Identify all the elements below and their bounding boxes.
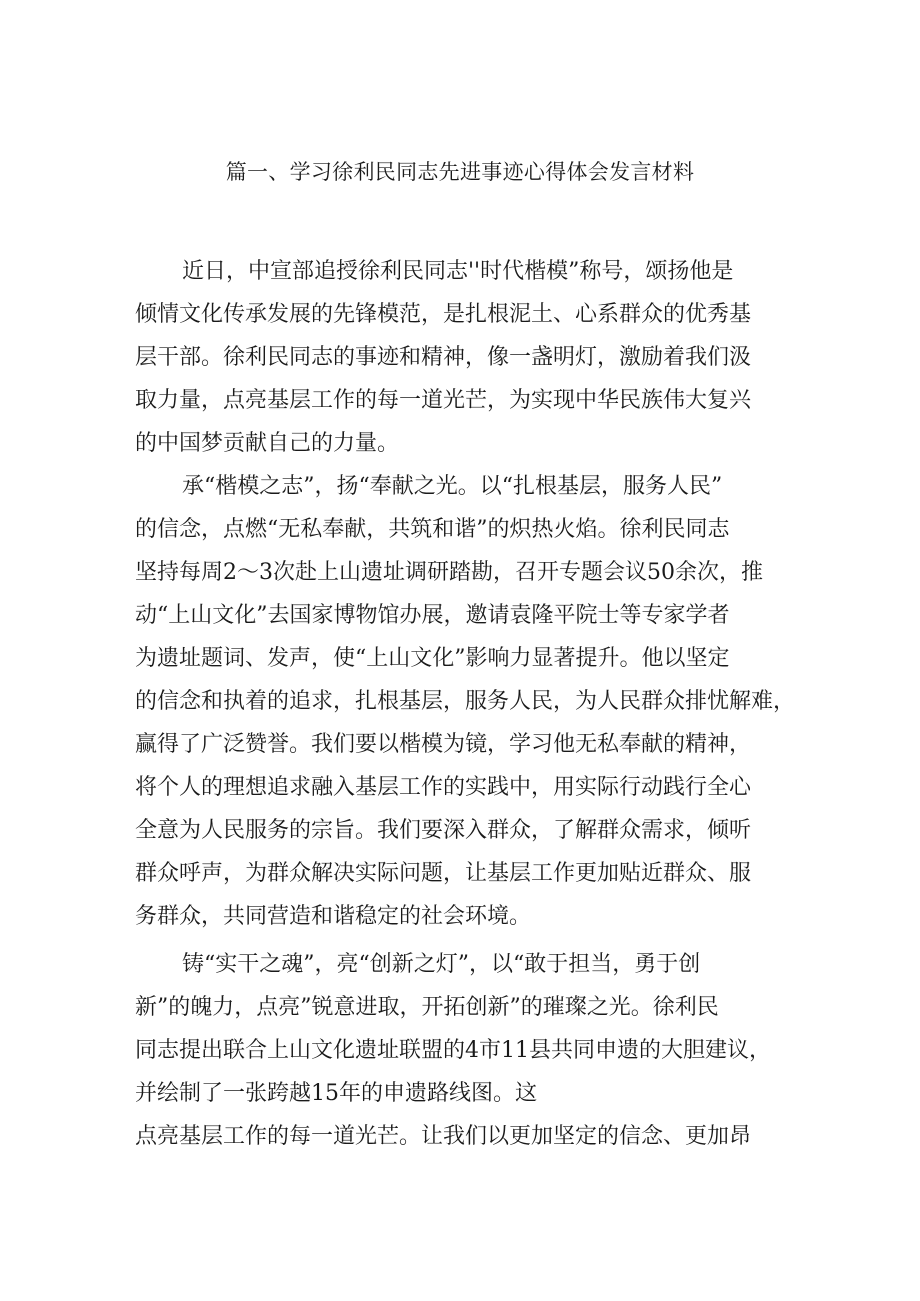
paragraph-2-line-3: 坚持每周2～3次赴上山遗址调研踏勘，召开专题会议50余次，推 [135,560,763,585]
paragraph-2-line-11: 务群众，共同营造和谐稳定的社会环境。 [135,904,532,929]
paragraph-2-line-1: 承“楷模之志”，扬“奉献之光。以“扎根基层，服务人民” [182,474,723,499]
paragraph-3-line-3: 同志提出联合上山文化遗址联盟的4市11县共同申遗的大胆建议， [135,1038,771,1063]
paragraph-2-line-8: 将个人的理想追求融入基层工作的实践中，用实际行动践行全心 [135,775,752,800]
paragraph-2-line-9: 全意为人民服务的宗旨。我们要深入群众，了解群众需求，倾听 [135,818,752,843]
paragraph-1-line-4: 取力量，点亮基层工作的每一道光芒，为实现中华民族伟大复兴 [135,388,752,413]
paragraph-3-line-2: 新”的魄力，点亮”锐意进取，开拓创新”的璀璨之光。徐利民 [135,995,719,1020]
paragraph-2-line-2: 的信念，点燃“无私奉献，共筑和谐”的炽热火焰。徐利民同志 [135,517,730,542]
paragraph-3-line-1: 铸“实干之魂”，亮“创新之灯”，以“敢于担当，勇于创 [182,952,701,977]
paragraph-1-line-2: 倾情文化传承发展的先锋模范，是扎根泥土、心系群众的优秀基 [135,302,752,327]
paragraph-2-line-4: 动“上山文化”去国家博物馆办展，邀请袁隆平院士等专家学者 [135,603,730,628]
paragraph-1-line-1: 近日，中宣部追授徐利民同志''时代楷模”称号，颂扬他是 [182,259,734,284]
paragraph-1-line-5: 的中国梦贡献自己的力量。 [135,431,400,456]
document-title: 篇一、学习徐利民同志先进事迹心得体会发言材料 [225,160,695,184]
paragraph-2-line-7: 赢得了广泛赞誉。我们要以楷模为镜，学习他无私奉献的精神， [135,732,752,757]
paragraph-2-line-6: 的信念和执着的追求，扎根基层，服务人民，为人民群众排忧解难， [135,689,796,714]
paragraph-3-line-4: 并绘制了一张跨越15年的申遗路线图。这 [135,1081,537,1106]
paragraph-2-line-10: 群众呼声，为群众解决实际问题，让基层工作更加贴近群众、服 [135,861,752,886]
paragraph-1-line-3: 层干部。徐利民同志的事迹和精神，像一盏明灯，激励着我们汲 [135,345,752,370]
paragraph-3-line-5: 点亮基层工作的每一道光芒。让我们以更加坚定的信念、更加昂 [135,1124,752,1149]
paragraph-2-line-5: 为遗址题词、发声，使“上山文化”影响力显著提升。他以坚定 [135,646,730,671]
